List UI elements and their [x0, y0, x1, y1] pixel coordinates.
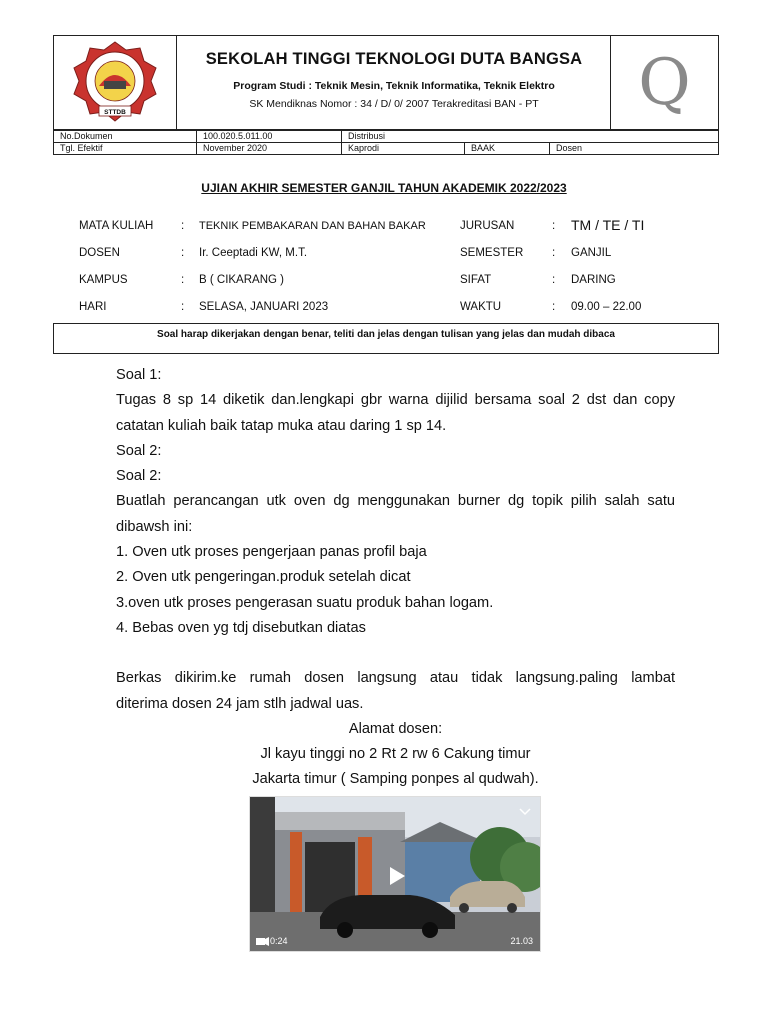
sifat-value: DARING — [571, 274, 616, 286]
exam-body — [116, 363, 675, 793]
jurusan-value: TM / TE / TI — [571, 217, 645, 233]
list-item: 2. Oven utk pengeringan.produk setelah dicat — [116, 569, 411, 586]
berkas-line: diterima dosen 24 jam stlh jadwal uas. — [116, 695, 364, 712]
street-scene-image — [250, 797, 541, 952]
kampus-value: B ( CIKARANG ) — [199, 274, 284, 286]
mata-kuliah-value: TEKNIK PEMBAKARAN DAN BAHAN BAKAR — [199, 220, 426, 232]
soal1-line: Tugas 8 sp 14 diketik dan.lengkapi gbr warna dijilid bersama soal 2 dst dan copy — [116, 392, 675, 409]
dosen-label: DOSEN — [79, 247, 120, 259]
video-thumbnail[interactable] — [249, 796, 541, 952]
program-studi: Program Studi : Teknik Mesin, Teknik Informatika, Teknik Elektro — [233, 80, 555, 92]
no-dokumen-label: No.Dokumen — [54, 131, 197, 143]
baak-cell: BAAK — [465, 143, 550, 155]
alamat-line: Jakarta timur ( Samping ponpes al qudwah). — [252, 771, 539, 788]
colon: : — [552, 274, 556, 286]
alamat-heading: Alamat dosen: — [348, 720, 443, 737]
sttdb-logo — [54, 36, 176, 129]
document-header — [53, 35, 719, 130]
list-item: 4. Bebas oven yg tdj disebutkan diatas — [116, 619, 366, 636]
tgl-efektif-label: Tgl. Efektif — [54, 143, 197, 155]
video-camera-icon — [256, 938, 265, 945]
colon: : — [181, 220, 185, 232]
institution-name: SEKOLAH TINGGI TEKNOLOGI DUTA BANGSA — [205, 50, 583, 68]
list-item: 3.oven utk proses pengerasan suatu produk bahan logam. — [116, 594, 494, 611]
spacer — [116, 641, 675, 666]
q-mark: Q — [638, 45, 691, 120]
colon: : — [552, 301, 556, 313]
kaprodi-cell: Kaprodi — [342, 143, 465, 155]
waktu-value: 09.00 – 22.00 — [571, 301, 642, 313]
mata-kuliah-label: MATA KULIAH — [79, 220, 154, 232]
tgl-efektif-value: November 2020 — [197, 143, 342, 155]
soal2-heading: Soal 2: — [116, 442, 162, 459]
video-time: 21.03 — [510, 936, 533, 946]
colon: : — [181, 301, 185, 313]
list-item: 1. Oven utk proses pengerjaan panas profil baja — [116, 544, 427, 561]
kampus-label: KAMPUS — [79, 274, 128, 286]
dosen-value: Ir. Ceeptadi KW, M.T. — [199, 247, 308, 259]
logo-cell — [54, 36, 177, 129]
distribusi-label: Distribusi — [342, 131, 719, 143]
berkas-line: Berkas dikirim.ke rumah dosen langsung atau tidak langsung.paling lambat — [116, 670, 675, 687]
doc-info-row — [54, 143, 719, 155]
soal2-line: Buatlah perancangan utk oven dg menggunakan burner dg topik pilih salah satu — [116, 493, 675, 510]
no-dokumen-value: 100.020.5.011.00 — [197, 131, 342, 143]
document-info-table — [53, 130, 719, 155]
semester-value: GANJIL — [571, 247, 612, 259]
exam-title: UJIAN AKHIR SEMESTER GANJIL TAHUN AKADEMIK 2022/2023 — [201, 181, 567, 195]
colon: : — [181, 274, 185, 286]
soal1-line: catatan kuliah baik tatap muka atau daring 1 sp 14. — [116, 417, 447, 434]
semester-label: SEMESTER — [460, 247, 524, 259]
alamat-line: Jl kayu tinggi no 2 Rt 2 rw 6 Cakung timur — [260, 746, 531, 763]
video-duration: 0:24 — [270, 936, 288, 946]
soal1-heading: Soal 1: — [116, 367, 162, 383]
hari-label: HARI — [79, 301, 107, 313]
colon: : — [552, 220, 556, 232]
sk-accreditation: SK Mendiknas Nomor : 34 / D/ 0/ 2007 Terakreditasi BAN - PT — [249, 98, 539, 110]
soal2-heading: Soal 2: — [116, 468, 162, 485]
logo-text: STTDB — [104, 109, 126, 116]
sifat-label: SIFAT — [460, 274, 492, 286]
dosen-cell: Dosen — [550, 143, 719, 155]
instruction-notice: Soal harap dikerjakan dengan benar, teliti dan jelas dengan tulisan yang jelas dan mudah dibaca — [53, 323, 719, 354]
colon: : — [552, 247, 556, 259]
soal2-line: dibawsh ini: — [116, 518, 193, 535]
doc-info-row — [54, 131, 719, 143]
hari-value: SELASA, JANUARI 2023 — [199, 301, 329, 313]
waktu-label: WAKTU — [460, 301, 502, 313]
colon: : — [181, 247, 185, 259]
jurusan-label: JURUSAN — [460, 220, 515, 232]
q-mark-cell — [610, 36, 718, 129]
